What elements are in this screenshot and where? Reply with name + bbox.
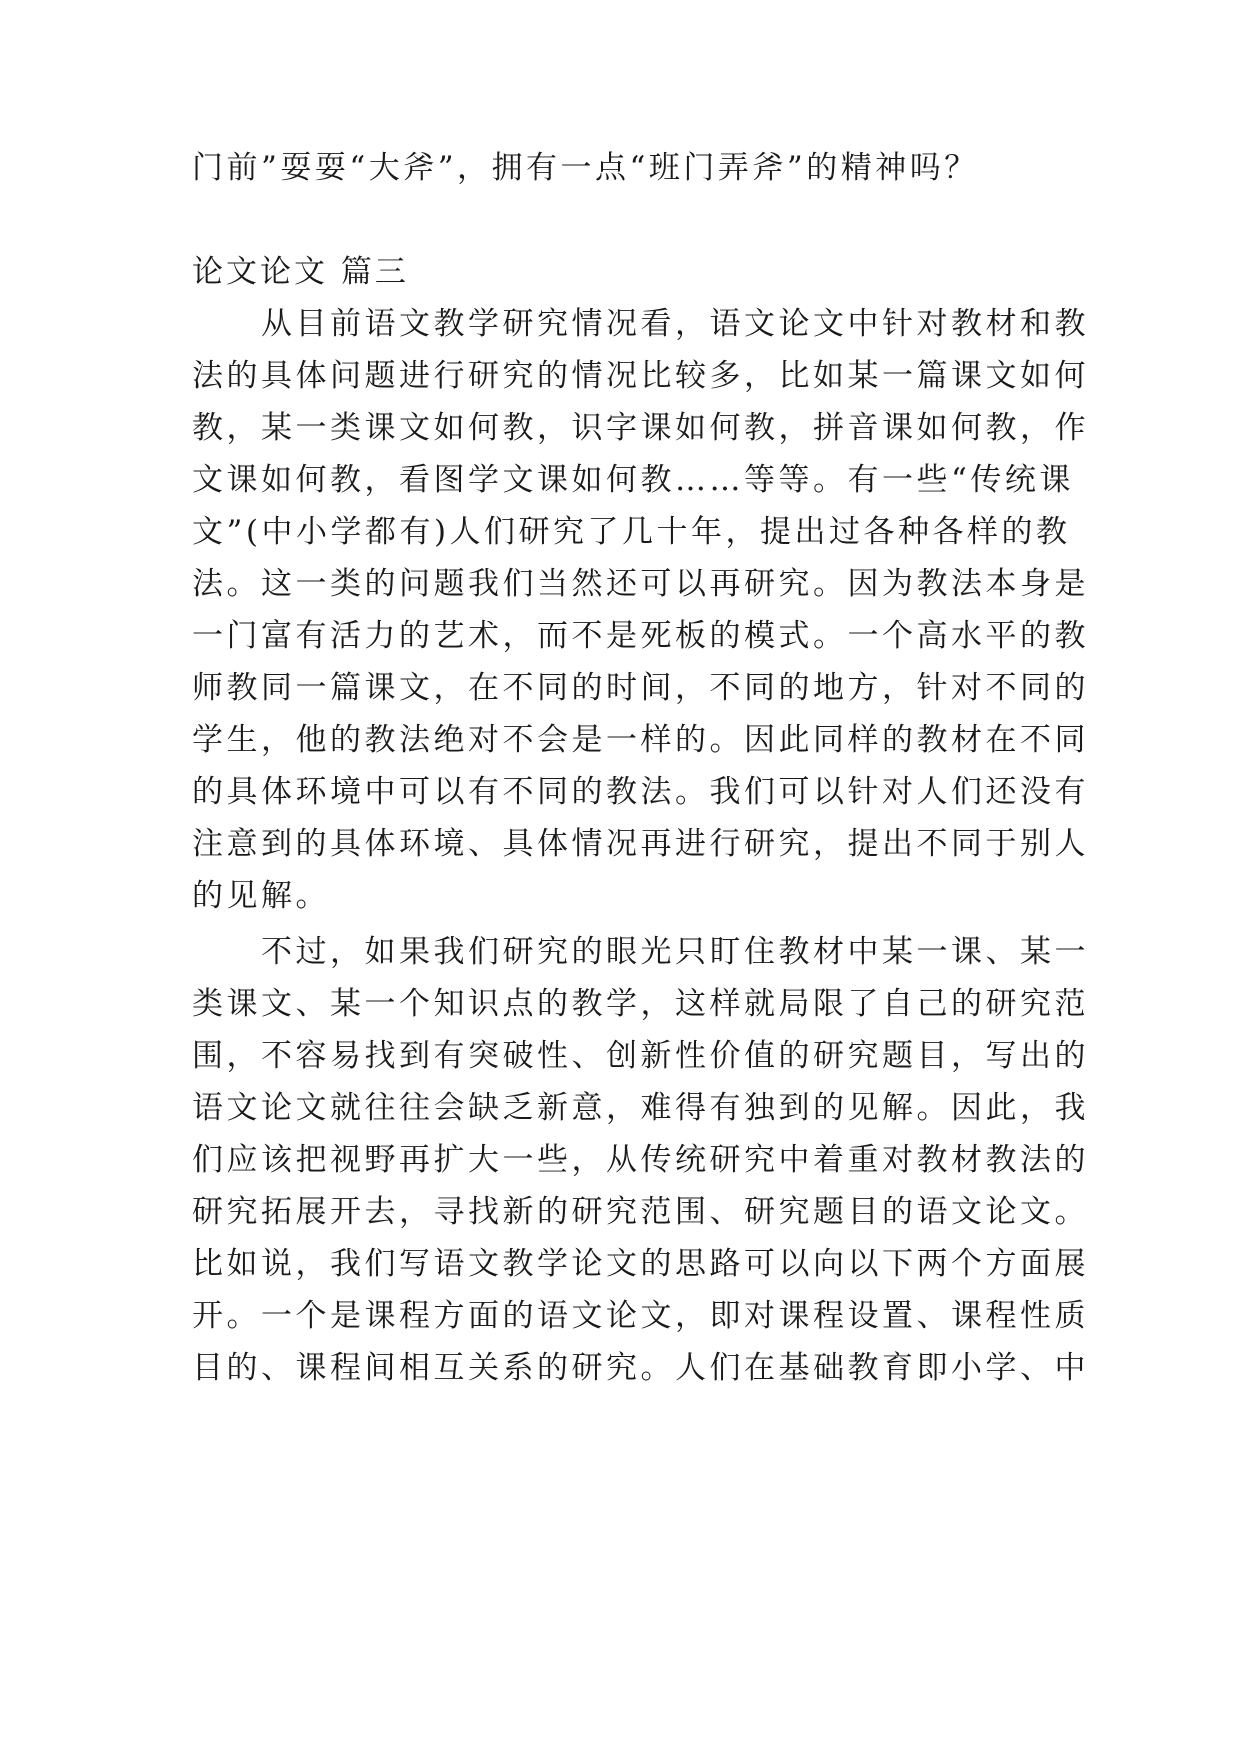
paragraph-1-line: 法。这一类的问题我们当然还可以再研究。因为教法本身是 [192, 566, 1089, 602]
paragraph-1-line: 学生，他的教法绝对不会是一样的。因此同样的教材在不同 [192, 722, 1089, 758]
paragraph-1-line: 教，某一类课文如何教，识字课如何教，拼音课如何教，作 [192, 410, 1089, 446]
paragraph-2-line: 开。一个是课程方面的语文论文，即对课程设置、课程性质 [192, 1298, 1089, 1334]
paragraph-1-line: 从目前语文教学研究情况看，语文论文中针对教材和教 [192, 306, 1089, 342]
paragraph-2-line: 比如说，我们写语文教学论文的思路可以向以下两个方面展 [192, 1246, 1089, 1282]
paragraph-1-line: 的见解。 [192, 878, 330, 914]
paragraph-1-line: 文课如何教，看图学文课如何教……等等。有一些“传统课 [192, 462, 1074, 498]
paragraph-2-line: 不过，如果我们研究的眼光只盯住教材中某一课、某一 [192, 934, 1089, 970]
paragraph-2-line: 研究拓展开去，寻找新的研究范围、研究题目的语文论文。 [192, 1194, 1089, 1230]
paragraph-1-line: 师教同一篇课文，在不同的时间，不同的地方，针对不同的 [192, 670, 1089, 706]
paragraph-2-line: 目的、课程间相互关系的研究。人们在基础教育即小学、中 [192, 1350, 1089, 1386]
paragraph-2-line: 围，不容易找到有突破性、创新性价值的研究题目，写出的 [192, 1038, 1089, 1074]
paragraph-1-line: 一门富有活力的艺术，而不是死板的模式。一个高水平的教 [192, 618, 1089, 654]
paragraph-1-line: 法的具体问题进行研究的情况比较多，比如某一篇课文如何 [192, 358, 1089, 394]
paragraph-1-line: 文”(中小学都有)人们研究了几十年，提出过各种各样的教 [192, 514, 1071, 550]
paragraph-2-line: 们应该把视野再扩大一些，从传统研究中着重对教材教法的 [192, 1142, 1089, 1178]
paragraph-2-line: 类课文、某一个知识点的教学，这样就局限了自己的研究范 [192, 986, 1089, 1022]
section-heading: 论文论文 篇三 [192, 254, 409, 290]
text-line-continuation: 门前”耍耍“大斧”，拥有一点“班门弄斧”的精神吗？ [192, 150, 979, 186]
paragraph-2-line: 语文论文就往往会缺乏新意，难得有独到的见解。因此，我 [192, 1090, 1089, 1126]
paragraph-1-line: 的具体环境中可以有不同的教法。我们可以针对人们还没有 [192, 774, 1089, 810]
paragraph-1-line: 注意到的具体环境、具体情况再进行研究，提出不同于别人 [192, 826, 1089, 862]
